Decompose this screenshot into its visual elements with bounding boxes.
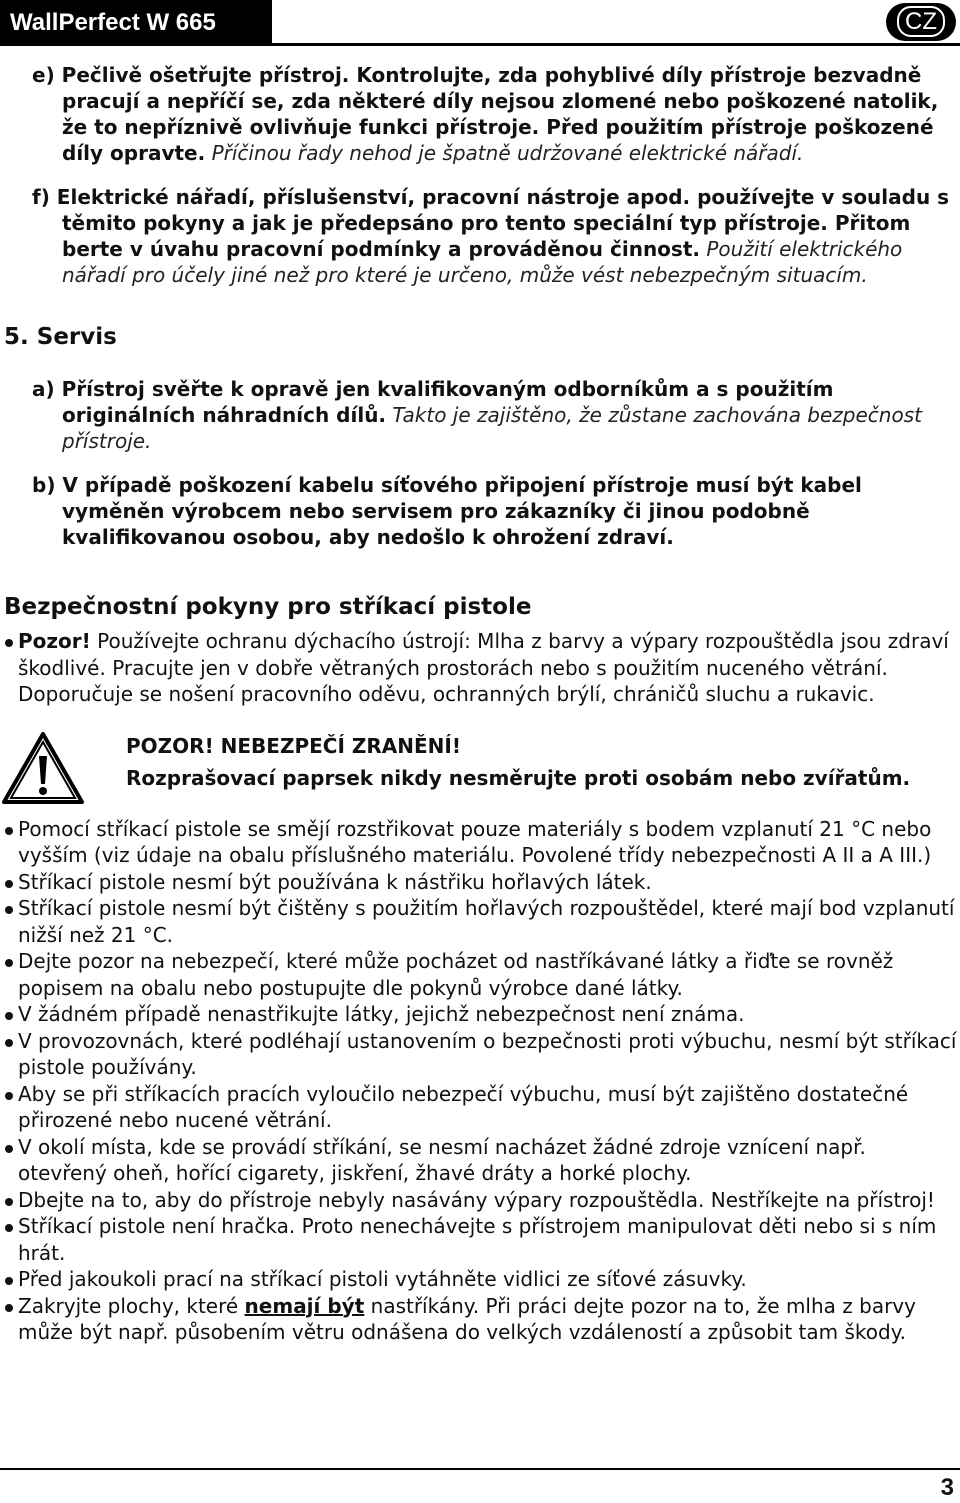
paragraph-b bbox=[0, 472, 960, 550]
list-item: Pomocí stříkací pistole se smějí rozstřikovat pouze materiály s bodem vzplanutí 21 °C nebo vyšším (viz údaje na obalu příslušného materiálu. Povolené třídy nebezpečnosti A II a A III.) bbox=[0, 816, 960, 869]
list-item: Před jakoukoli prací na stříkací pistoli vytáhněte vidlici ze síťové zásuvky. bbox=[0, 1266, 960, 1293]
section-title-servis: 5. Servis bbox=[4, 324, 117, 350]
caution-text: Používejte ochranu dýchacího ústrojí: Mlha z barvy a výpary rozpouštědla jsou zdraví škodlivé. Pracujte jen v dobře větraných prostorách nebo s použitím nuceného větrání. Doporučuje se nošení pracovního oděvu, ochranných brýlí, chráničů sluchu a rukavic. bbox=[18, 629, 949, 706]
caution-label: Pozor! bbox=[18, 629, 91, 653]
list-item: Dbejte na to, aby do přístroje nebyly nasávány výpary rozpouštědla. Nestříkejte na přístroj! bbox=[0, 1187, 960, 1214]
spray-intro-list bbox=[0, 628, 960, 708]
warning-instruction: Rozprašovací paprsek nikdy nesměrujte proti osobám nebo zvířatům. bbox=[126, 765, 911, 790]
warning-block bbox=[0, 730, 960, 816]
language-code: CZ bbox=[897, 6, 945, 37]
paragraph-f bbox=[0, 184, 960, 288]
list-item bbox=[0, 1293, 960, 1346]
page-header bbox=[0, 0, 960, 48]
paragraph-a-italic: Takto je zajištěno, že zůstane zachována bezpečnost přístroje. bbox=[62, 403, 922, 453]
paragraph-a-bold: a) Přístroj svěřte k opravě jen kvalifikovaným odborníkům a s použitím originálních náhradních dílů. bbox=[32, 377, 834, 427]
list-item: V okolí místa, kde se provádí stříkání, se nesmí nacházet žádné zdroje vznícení např. otevřený oheň, hořící cigarety, jiskření, žhavé dráty a horké plochy. bbox=[0, 1134, 960, 1187]
spray-rules-list bbox=[0, 816, 960, 1346]
list-item: Dejte pozor na nebezpečí, které může pocházet od nastříkávané látky a řiďte se rovněž popisem na obalu nebo postupujte dle pokynů výrobce dané látky. bbox=[0, 948, 960, 1001]
page-content bbox=[0, 62, 960, 1346]
footer-rule bbox=[0, 1468, 960, 1470]
paragraph-e-italic: Příčinou řady nehod je špatně udržované elektrické nářadí. bbox=[211, 141, 804, 165]
list-item: Aby se při stříkacích pracích vyloučilo nebezpečí výbuchu, musí být zajištěno dostatečné přirozené nebo nucené větrání. bbox=[0, 1081, 960, 1134]
paragraph-e-bold: e) Pečlivě ošetřujte přístroj. Kontrolujte, zda pohyblivé díly přístroje bezvadně pracují a nepříčí se, zda některé díly nejsou zlomené nebo poškozené natolik, že to nepříznivě ovlivňuje funkci přístroje. Před použitím přístroje poškozené díly opravte. bbox=[32, 63, 939, 165]
paragraph-f-italic: Použití elektrického nářadí pro účely jiné než pro které je určeno, může vést nebezpečným situacím. bbox=[62, 237, 903, 287]
list-item bbox=[0, 628, 960, 708]
last-bullet-post: nastříkány. Při práci dejte pozor na to, že mlha z barvy může být např. působením větru odnášena do velkých vzdáleností a způsobit tam škody. bbox=[18, 1293, 916, 1344]
last-bullet-pre: Zakryjte plochy, které bbox=[18, 1293, 245, 1318]
page-number: 3 bbox=[940, 1474, 954, 1501]
last-bullet-emphasis: nemají být bbox=[244, 1293, 365, 1318]
paragraph-e bbox=[0, 62, 960, 166]
paragraph-f-bold: f) Elektrické nářadí, příslušenství, pracovní nástroje apod. používejte v souladu s těmito pokyny a jak je předepsáno pro tento speciální typ přístroje. Přitom berte v úvahu pracovní podmínky a prováděnou činnost. bbox=[32, 185, 950, 261]
list-item: Stříkací pistole nesmí být používána k nástřiku hořlavých látek. bbox=[0, 869, 960, 896]
paragraph-b-bold: b) V případě poškození kabelu síťového připojení přístroje musí být kabel vyměněn výrobcem nebo servisem pro zákazníky či jinou podobně kvalifikovanou osobou, aby nedošlo k ohrožení zdraví. bbox=[32, 473, 862, 549]
language-badge bbox=[886, 3, 956, 41]
header-rule bbox=[0, 43, 960, 46]
list-item: V žádném případě nenastřikujte látky, jejichž nebezpečnost není známa. bbox=[0, 1001, 960, 1028]
paragraph-a bbox=[0, 376, 960, 454]
product-title: WallPerfect W 665 bbox=[0, 0, 272, 46]
list-item: V provozovnách, které podléhají ustanovením o bezpečnosti proti výbuchu, nesmí být stříkací pistole používány. bbox=[0, 1028, 960, 1081]
list-item: Stříkací pistole nesmí být čištěny s použitím hořlavých rozpouštědel, které mají bod vzplanutí nižší než 21 °C. bbox=[0, 895, 960, 948]
list-item: Stříkací pistole není hračka. Proto nenechávejte s přístrojem manipulovat děti nebo si s ním hrát. bbox=[0, 1213, 960, 1266]
spray-safety-title: Bezpečnostní pokyny pro stříkací pistole bbox=[4, 594, 532, 620]
warning-text bbox=[126, 730, 910, 794]
warning-triangle-icon bbox=[0, 730, 86, 806]
warning-headline: POZOR! NEBEZPEČÍ ZRANĚNÍ! bbox=[126, 733, 461, 758]
